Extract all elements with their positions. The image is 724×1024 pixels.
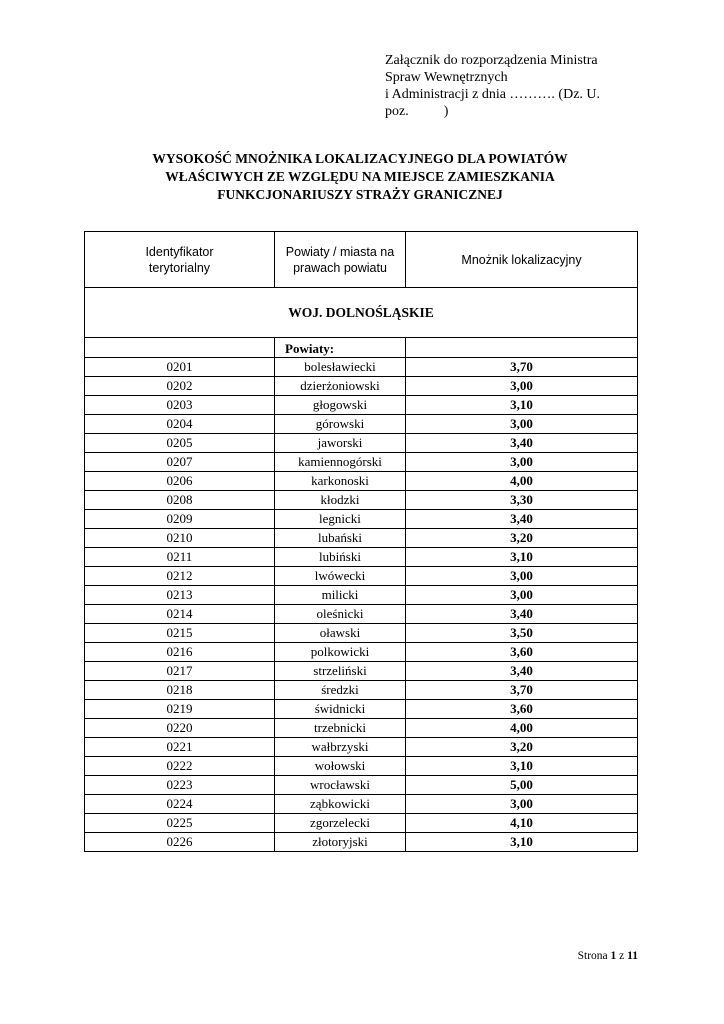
cell-multiplier: 5,00	[406, 776, 638, 795]
cell-district: lwówecki	[275, 567, 406, 586]
subheading-row	[85, 341, 638, 358]
table-row	[85, 700, 638, 719]
title-line: WYSOKOŚĆ MNOŻNIKA LOKALIZACYJNEGO DLA POWIATÓW	[152, 151, 568, 166]
region-name: WOJ. DOLNOŚLĄSKIE	[85, 288, 638, 338]
cell-identifier: 0205	[85, 434, 275, 453]
cell-district: wołowski	[275, 757, 406, 776]
cell-district: wrocławski	[275, 776, 406, 795]
table-row	[85, 358, 638, 377]
cell-district: średzki	[275, 681, 406, 700]
table-row	[85, 795, 638, 814]
subheading-empty	[406, 341, 638, 358]
cell-district: zgorzelecki	[275, 814, 406, 833]
cell-district: oleśnicki	[275, 605, 406, 624]
table-row	[85, 757, 638, 776]
cell-identifier: 0203	[85, 396, 275, 415]
document-title	[84, 150, 636, 204]
cell-multiplier: 3,10	[406, 548, 638, 567]
cell-multiplier: 3,40	[406, 662, 638, 681]
table-row	[85, 738, 638, 757]
cell-district: świdnicki	[275, 700, 406, 719]
cell-district: legnicki	[275, 510, 406, 529]
table-row	[85, 814, 638, 833]
table-row	[85, 491, 638, 510]
table-row	[85, 833, 638, 852]
page-current: 1	[610, 950, 617, 962]
table-row	[85, 662, 638, 681]
table-row	[85, 396, 638, 415]
cell-district: jaworski	[275, 434, 406, 453]
cell-identifier: 0217	[85, 662, 275, 681]
table-row	[85, 605, 638, 624]
cell-multiplier: 3,70	[406, 681, 638, 700]
cell-multiplier: 3,60	[406, 700, 638, 719]
cell-multiplier: 3,00	[406, 377, 638, 396]
table-row	[85, 453, 638, 472]
header-identifier	[85, 232, 275, 288]
cell-multiplier: 3,10	[406, 833, 638, 852]
cell-identifier: 0206	[85, 472, 275, 491]
cell-identifier: 0222	[85, 757, 275, 776]
cell-identifier: 0224	[85, 795, 275, 814]
table-row	[85, 415, 638, 434]
page-word: Strona	[577, 950, 608, 962]
cell-district: polkowicki	[275, 643, 406, 662]
cell-identifier: 0201	[85, 358, 275, 377]
cell-identifier: 0207	[85, 453, 275, 472]
annex-line: poz. )	[385, 104, 449, 119]
page-total: 11	[627, 950, 638, 962]
subheading-label: Powiaty:	[275, 341, 406, 358]
cell-multiplier: 3,30	[406, 491, 638, 510]
cell-identifier: 0212	[85, 567, 275, 586]
table-row	[85, 510, 638, 529]
cell-district: lubiński	[275, 548, 406, 567]
cell-district: lubański	[275, 529, 406, 548]
cell-multiplier: 3,40	[406, 510, 638, 529]
cell-district: milicki	[275, 586, 406, 605]
cell-multiplier: 3,40	[406, 434, 638, 453]
cell-multiplier: 3,40	[406, 605, 638, 624]
cell-multiplier: 3,20	[406, 529, 638, 548]
cell-identifier: 0211	[85, 548, 275, 567]
cell-district: strzeliński	[275, 662, 406, 681]
header-identifier-label: Identyfikator terytorialny	[145, 244, 214, 275]
table-row	[85, 624, 638, 643]
cell-identifier: 0202	[85, 377, 275, 396]
table-row	[85, 643, 638, 662]
cell-identifier: 0221	[85, 738, 275, 757]
cell-district: głogowski	[275, 396, 406, 415]
page-of: z	[619, 950, 625, 962]
cell-district: wałbrzyski	[275, 738, 406, 757]
title-line: WŁAŚCIWYCH ZE WZGLĘDU NA MIEJSCE ZAMIESZKANIA	[165, 169, 555, 184]
cell-multiplier: 4,10	[406, 814, 638, 833]
table-row	[85, 776, 638, 795]
cell-multiplier: 3,00	[406, 567, 638, 586]
cell-identifier: 0218	[85, 681, 275, 700]
page-number	[578, 950, 638, 962]
table-header-row	[85, 232, 638, 288]
table-row	[85, 567, 638, 586]
annex-line: Załącznik do rozporządzenia Ministra	[385, 53, 598, 68]
table-row	[85, 377, 638, 396]
table-row	[85, 529, 638, 548]
cell-multiplier: 3,00	[406, 795, 638, 814]
cell-identifier: 0215	[85, 624, 275, 643]
cell-multiplier: 3,10	[406, 757, 638, 776]
table-row	[85, 586, 638, 605]
table-row	[85, 472, 638, 491]
cell-multiplier: 3,00	[406, 586, 638, 605]
cell-district: karkonoski	[275, 472, 406, 491]
title-line: FUNKCJONARIUSZY STRAŻY GRANICZNEJ	[217, 187, 503, 202]
cell-district: kłodzki	[275, 491, 406, 510]
table-row	[85, 548, 638, 567]
cell-multiplier: 3,20	[406, 738, 638, 757]
table-row	[85, 681, 638, 700]
cell-multiplier: 4,00	[406, 719, 638, 738]
cell-identifier: 0208	[85, 491, 275, 510]
subheading-empty	[85, 341, 275, 358]
cell-identifier: 0216	[85, 643, 275, 662]
cell-identifier: 0220	[85, 719, 275, 738]
cell-multiplier: 3,00	[406, 415, 638, 434]
cell-district: oławski	[275, 624, 406, 643]
cell-multiplier: 3,70	[406, 358, 638, 377]
annex-line: Spraw Wewnętrznych	[385, 70, 508, 85]
cell-multiplier: 4,00	[406, 472, 638, 491]
cell-district: dzierżoniowski	[275, 377, 406, 396]
cell-identifier: 0226	[85, 833, 275, 852]
cell-identifier: 0219	[85, 700, 275, 719]
cell-district: kamiennogórski	[275, 453, 406, 472]
cell-multiplier: 3,00	[406, 453, 638, 472]
header-district	[275, 232, 406, 288]
cell-identifier: 0210	[85, 529, 275, 548]
annex-line: i Administracji z dnia ………. (Dz. U.	[385, 87, 601, 102]
cell-district: górowski	[275, 415, 406, 434]
annex-note	[385, 52, 625, 120]
cell-district: bolesławiecki	[275, 358, 406, 377]
header-district-label: Powiaty / miasta na prawach powiatu	[285, 244, 395, 275]
table-row	[85, 719, 638, 738]
cell-identifier: 0223	[85, 776, 275, 795]
cell-district: złotoryjski	[275, 833, 406, 852]
cell-identifier: 0204	[85, 415, 275, 434]
multiplier-table	[84, 231, 638, 852]
cell-identifier: 0225	[85, 814, 275, 833]
cell-identifier: 0214	[85, 605, 275, 624]
cell-identifier: 0209	[85, 510, 275, 529]
cell-multiplier: 3,50	[406, 624, 638, 643]
cell-district: trzebnicki	[275, 719, 406, 738]
cell-multiplier: 3,10	[406, 396, 638, 415]
cell-multiplier: 3,60	[406, 643, 638, 662]
region-row	[85, 288, 638, 338]
cell-district: ząbkowicki	[275, 795, 406, 814]
header-multiplier: Mnożnik lokalizacyjny	[406, 232, 638, 288]
cell-identifier: 0213	[85, 586, 275, 605]
table-row	[85, 434, 638, 453]
